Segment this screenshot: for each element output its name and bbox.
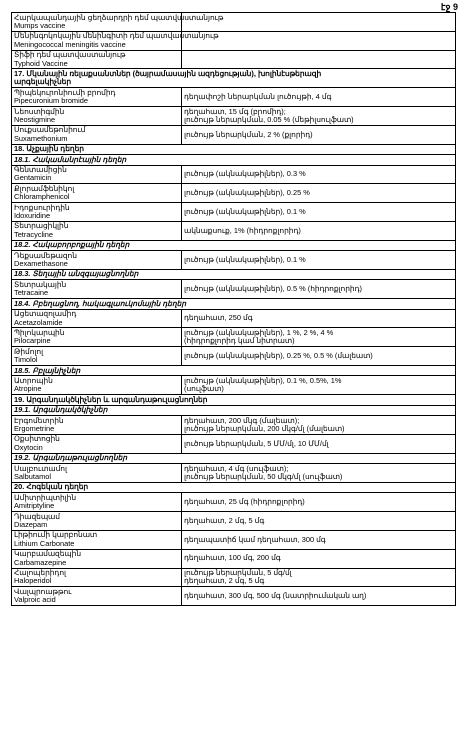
heading-cell	[12, 366, 456, 376]
medicine-name-armenian: Էրգոմետրին	[14, 415, 64, 425]
table-row	[12, 203, 456, 222]
heading-cell	[12, 269, 456, 279]
medicine-name-armenian: Հալոպերիդոլ	[14, 568, 67, 578]
heading-cell	[12, 299, 456, 309]
subsection-heading	[12, 405, 456, 415]
dosage-form-text: դեղահատ, 300 մգ, 500 մգ (նատրիումական աղ)	[184, 591, 367, 601]
table-row	[12, 549, 456, 568]
table-row	[12, 50, 456, 69]
table-row	[12, 347, 456, 366]
table-row	[12, 493, 456, 512]
table-row	[12, 280, 456, 299]
medicine-name-latin: Ergometrine	[14, 423, 55, 433]
section-heading	[12, 69, 456, 88]
medicine-name-cell	[12, 416, 182, 435]
table-row	[12, 464, 456, 483]
table-row	[12, 184, 456, 203]
medicine-name-cell	[12, 512, 182, 531]
medicine-name-cell	[12, 493, 182, 512]
dosage-form-text: դեղահատ, 4 մգ (սուլֆատ);	[184, 463, 289, 473]
dosage-form-text: լուծույթ (ակնակաթիլներ), 0.5 % (հիդրոքլորիդ)	[184, 284, 362, 294]
dosage-form-text: լուծույթ ներարկման, 0.05 % (մեթիլսուլֆատ)	[184, 114, 354, 124]
dosage-form-cell	[182, 328, 456, 347]
medicine-name-cell	[12, 31, 219, 50]
dosage-form-cell	[182, 31, 456, 50]
heading-text: 19.2. Արգանդաթուլացնողներ	[14, 453, 128, 463]
section-heading	[12, 395, 456, 405]
table-row	[12, 88, 456, 107]
table-row	[12, 587, 456, 606]
dosage-form-cell	[182, 464, 456, 483]
subsection-heading	[12, 299, 456, 309]
medicine-name-latin: Typhoid Vaccine	[14, 58, 68, 68]
medicine-name-latin: Amitriptyline	[14, 501, 55, 511]
dosage-form-text: լուծույթ (ակնակաթիլներ), 1 %, 2 %, 4 %	[184, 327, 334, 337]
medicine-name-armenian: Մենինգոկոկային մենինգիտի դեմ պատվաստանյութ	[14, 31, 219, 41]
dosage-form-text: լուծույթ ներարկման, 2 % (քլորիդ)	[184, 129, 313, 139]
dosage-form-text: լուծույթ (ակնակաթիլներ), 0.25 %	[184, 188, 310, 198]
table-row	[12, 165, 456, 184]
table-row	[12, 416, 456, 435]
heading-text: 18. Աչքային դեղեր	[14, 144, 84, 154]
medicine-name-armenian: Տիֆի դեմ պատվաստանյութ	[14, 50, 126, 60]
table-row	[12, 434, 456, 453]
heading-text: արգելակիչներ	[14, 77, 72, 87]
subsection-heading	[12, 366, 456, 376]
dosage-form-cell	[182, 530, 456, 549]
medicine-name-latin: Chloramphenicol	[14, 192, 70, 202]
medicine-name-armenian: Սուքսամեթոնիում	[14, 125, 86, 135]
table-row	[12, 107, 456, 126]
heading-cell	[12, 69, 456, 88]
medicine-name-latin: Meningococcal meningitis vaccine	[14, 39, 126, 49]
dosage-form-text: դեղահատ, 2 մգ, 5 մգ	[184, 576, 265, 586]
subsection-heading	[12, 155, 456, 165]
medicine-name-latin: Haloperidol	[14, 576, 52, 586]
subsection-heading	[12, 240, 456, 250]
table-row	[12, 13, 456, 32]
dosage-form-cell	[182, 347, 456, 366]
dosage-form-text: (սուլֆատ)	[184, 384, 224, 394]
medicine-name-latin: Gentamicin	[14, 173, 52, 183]
heading-text: 18.2. Հակաբորբոքային դեղեր	[14, 240, 130, 250]
medicine-name-armenian: Ացետազոլամիդ	[14, 309, 77, 319]
dosage-form-cell	[182, 549, 456, 568]
dosage-form-cell	[182, 280, 456, 299]
dosage-form-text: դեղահատ, 250 մգ	[184, 313, 253, 323]
dosage-form-cell	[182, 125, 456, 144]
dosage-form-cell	[182, 203, 456, 222]
medicine-name-latin: Timolol	[14, 355, 38, 365]
table-row	[12, 568, 456, 587]
medicine-name-cell	[12, 221, 182, 240]
medicine-name-cell	[12, 328, 182, 347]
medicine-name-cell	[12, 251, 182, 270]
dosage-form-cell	[182, 434, 456, 453]
medicine-name-armenian: Հարկապանդային ցեղձարդրի դեմ պատվաստանյութ	[14, 12, 224, 22]
dosage-form-text: դեղապատիճ կամ դեղահատ, 300 մգ	[184, 534, 326, 544]
table-row	[12, 251, 456, 270]
medicine-name-latin: Oxytocin	[14, 442, 43, 452]
medicine-name-cell	[12, 12, 224, 32]
medicine-name-armenian: Ամիտրիպտիլին	[14, 492, 77, 502]
medicine-name-armenian: Ատրոպին	[14, 375, 53, 385]
dosage-form-text: լուծույթ (ակնակաթիլներ), 0.1 %, 0.5%, 1%	[184, 375, 342, 385]
medicine-name-latin: Mumps vaccine	[14, 20, 66, 30]
heading-cell	[12, 482, 456, 492]
dosage-form-text: լուծույթ (ակնակաթիլներ), 0.3 %	[184, 169, 306, 179]
dosage-form-text: լուծույթ ներարկման, 5 ՄՄ/մլ, 10 ՄՄ/մլ	[184, 438, 329, 448]
dosage-form-cell	[182, 184, 456, 203]
heading-text: 18.5. Բբլայնիչներ	[14, 365, 81, 375]
heading-text: 18.3. Տեղային անզգայացնողներ	[14, 269, 139, 279]
dosage-form-text: դեղահատ, 25 մգ (հիդրոքլորիդ)	[184, 497, 305, 507]
heading-text: 20. Հոգեկան դեղեր	[14, 482, 89, 492]
medicine-name-cell	[12, 434, 182, 453]
table-row	[12, 512, 456, 531]
medicine-name-armenian: Քլորամֆենիկոլ	[14, 183, 75, 193]
table-row	[12, 31, 456, 50]
medicine-name-cell	[12, 530, 182, 549]
table-row	[12, 530, 456, 549]
page-number: էջ 9	[440, 2, 458, 12]
dosage-form-text: դեղահատ, 100 մգ, 200 մգ	[184, 553, 281, 563]
medicine-name-latin: Salbutamol	[14, 472, 51, 481]
medicine-name-armenian: Պիպեկուրոնիումի բրոմիդ	[14, 87, 116, 97]
dosage-form-text: դեղահատ, 200 մկգ (մալեատ);	[184, 415, 300, 425]
table-row	[12, 328, 456, 347]
medicine-name-latin: Atropine	[14, 384, 42, 394]
dosage-form-cell	[182, 568, 456, 587]
medicine-name-cell	[12, 464, 182, 483]
medicine-name-latin: Idoxuridine	[14, 211, 51, 221]
medicine-name-cell	[12, 587, 182, 606]
medicine-name-armenian: Իդոքսուրիդին	[14, 202, 70, 212]
subsection-heading	[12, 453, 456, 463]
dosage-form-text: լուծույթ (ակնակաթիլներ), 0.25 %, 0.5 % (մալեատ)	[184, 350, 373, 360]
medicine-name-armenian: Սալբուտամոլ	[14, 463, 67, 473]
dosage-form-cell	[182, 165, 456, 184]
heading-cell	[12, 155, 456, 165]
dosage-form-cell	[182, 88, 456, 107]
medicine-name-cell	[12, 280, 182, 299]
dosage-form-text: դեղահատ, 2 մգ, 5 մգ	[184, 515, 265, 525]
subsection-heading	[12, 269, 456, 279]
medicine-name-cell	[12, 125, 182, 144]
heading-text: 18.4. Բբեղացնող, հակագլաուկոմային դեղեր	[14, 298, 187, 308]
dosage-form-cell	[182, 376, 456, 395]
medicine-name-latin: Lithium Carbonate	[14, 538, 75, 548]
dosage-form-text: լուծույթ (ակնակաթիլներ), 0.1 %	[184, 206, 306, 216]
heading-text: 19.1. Արգանդակծկիչներ	[14, 405, 108, 415]
medicine-name-cell	[12, 88, 182, 107]
heading-cell	[12, 405, 456, 415]
medicine-name-latin: Pipecuronium bromide	[14, 96, 88, 106]
medicine-name-armenian: Լիթիումի կարբոնատ	[14, 530, 98, 540]
medicine-name-cell	[12, 309, 182, 328]
medicine-name-armenian: Դեքսամեթազոն	[14, 250, 77, 260]
dosage-form-text: լուծույթ (ակնակաթիլներ), 0.1 %	[184, 254, 306, 264]
medicine-name-latin: Tetracaine	[14, 288, 49, 298]
dosage-form-text: լուծույթ ներարկման, 50 մկգ/մլ (սուլֆատ)	[184, 472, 343, 481]
medicine-name-latin: Suxamethonium	[14, 133, 68, 143]
medicine-name-latin: Valproic acid	[14, 595, 56, 605]
medicine-name-armenian: Գենտամիցին	[14, 165, 67, 174]
dosage-form-cell	[182, 587, 456, 606]
medicines-table	[11, 12, 456, 606]
dosage-form-cell	[182, 251, 456, 270]
medicine-name-armenian: Տետրակային	[14, 279, 67, 289]
medicine-name-cell	[12, 376, 182, 395]
heading-cell	[12, 240, 456, 250]
dosage-form-cell	[182, 221, 456, 240]
heading-text: 18.1. Հակամանրէային դեղեր	[14, 154, 127, 164]
medicine-name-cell	[12, 203, 182, 222]
medicine-name-armenian: Դիազեպամ	[14, 511, 60, 521]
heading-text: 17. Մկանային ռելաքսանտներ (ծայրամասային ազդեցության), խոլինէսթերազի	[14, 68, 322, 78]
medicine-name-latin: Dexamethasone	[14, 259, 68, 269]
medicine-name-cell	[12, 50, 182, 69]
dosage-form-cell	[182, 107, 456, 126]
section-heading	[12, 144, 456, 154]
dosage-form-cell	[182, 512, 456, 531]
dosage-form-text: ակնաքսուք, 1% (հիդրոքլորիդ)	[184, 225, 301, 235]
dosage-form-text: (հիդրոքլորիդ կամ նիտրատ)	[184, 336, 295, 346]
dosage-form-cell	[182, 493, 456, 512]
medicine-name-armenian: Պիլոկարպին	[14, 327, 65, 337]
medicine-name-latin: Diazepam	[14, 520, 48, 530]
dosage-form-text: դեղահատ, 15 մգ (բրոմիդ);	[184, 106, 286, 116]
medicine-name-armenian: Թիմոլոլ	[14, 346, 44, 356]
heading-cell	[12, 395, 456, 405]
medicine-name-latin: Neostigmine	[14, 114, 56, 124]
medicine-name-cell	[12, 107, 182, 126]
section-heading	[12, 482, 456, 492]
dosage-form-cell	[182, 309, 456, 328]
dosage-form-cell	[182, 50, 456, 69]
medicine-name-armenian: Տետրացիկլին	[14, 221, 69, 231]
table-row	[12, 221, 456, 240]
medicine-name-latin: Pilocarpine	[14, 336, 51, 346]
heading-cell	[12, 144, 456, 154]
medicine-name-armenian: Վալպրոաթթու	[14, 586, 72, 596]
medicine-name-latin: Acetazolamide	[14, 317, 63, 327]
medicine-name-cell	[12, 549, 182, 568]
medicine-name-cell	[12, 184, 182, 203]
medicine-name-armenian: Կարբամազեպին	[14, 549, 82, 559]
dosage-form-text: լուծույթ ներարկման, 5 մգ/մլ	[184, 568, 292, 578]
table-row	[12, 125, 456, 144]
medicine-name-armenian: Նեոստիգմին	[14, 106, 65, 116]
medicine-name-armenian: Օքսիտոցին	[14, 434, 60, 444]
medicine-name-latin: Tetracycline	[14, 229, 54, 239]
dosage-form-text: դեղափոշի ներարկման լուծույթի, 4 մգ	[184, 91, 332, 101]
medicine-name-latin: Carbamazepine	[14, 557, 67, 567]
dosage-form-text: լուծույթ ներարկման, 200 մկգ/մլ (մալեատ)	[184, 423, 345, 433]
table-row	[12, 376, 456, 395]
table-row	[12, 309, 456, 328]
heading-cell	[12, 453, 456, 463]
medicine-name-cell	[12, 568, 182, 587]
medicine-name-cell	[12, 347, 182, 366]
dosage-form-cell	[182, 416, 456, 435]
medicine-name-cell	[12, 165, 182, 184]
heading-text: 19. Արգանդակծկիչներ և արգանդաթուլացնողներ	[14, 394, 208, 404]
